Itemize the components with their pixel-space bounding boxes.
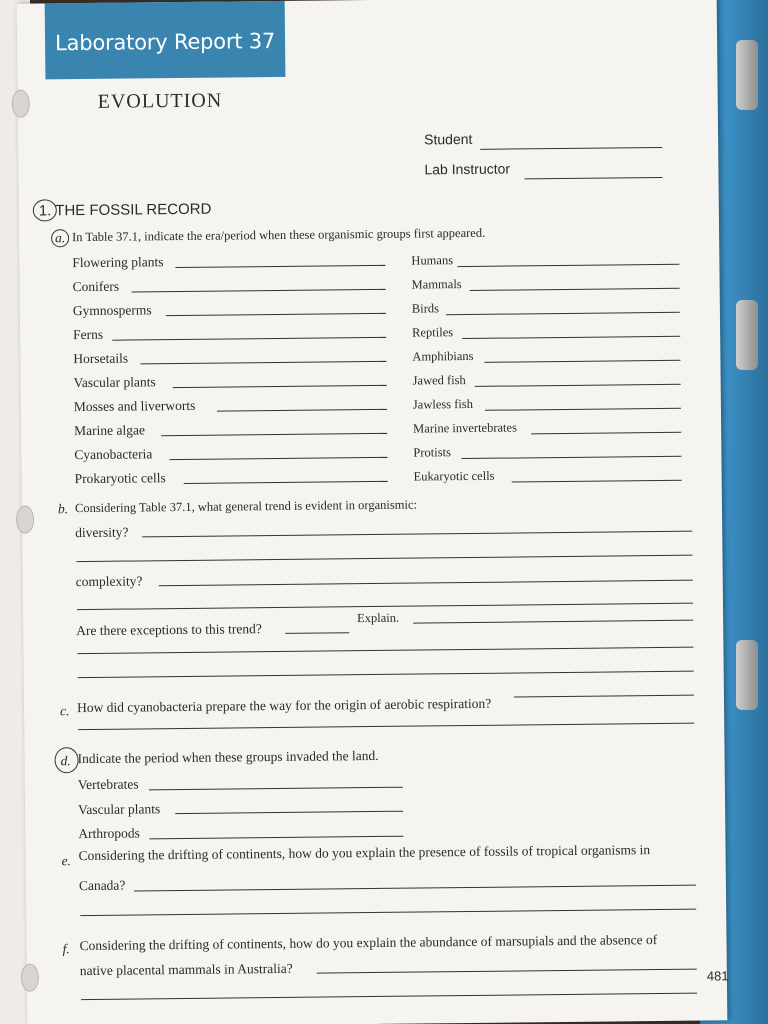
- organism-label: Jawed fish: [412, 373, 466, 388]
- organism-label: Mammals: [411, 277, 462, 292]
- answer-line[interactable]: [317, 969, 697, 974]
- answer-line[interactable]: [149, 836, 403, 840]
- organism-label: Birds: [411, 301, 440, 316]
- binder-ring: [736, 300, 758, 370]
- answer-line[interactable]: [112, 337, 386, 341]
- answer-line[interactable]: [161, 433, 387, 436]
- answer-line[interactable]: [175, 265, 385, 268]
- answer-line[interactable]: [169, 457, 387, 460]
- group-label: Vertebrates: [77, 776, 139, 793]
- question-text: In Table 37.1, indicate the era/period when these organismic groups first appeared.: [72, 225, 486, 245]
- organism-label: Marine invertebrates: [413, 420, 517, 436]
- punch-hole: [16, 506, 34, 534]
- organism-label: Prokaryotic cells: [74, 470, 166, 487]
- answer-line[interactable]: [77, 647, 693, 654]
- diversity-label: diversity?: [75, 524, 129, 541]
- organism-label: Flowering plants: [72, 254, 164, 271]
- question-letter: e.: [61, 853, 72, 869]
- complexity-label: complexity?: [75, 573, 143, 590]
- exceptions-label: Are there exceptions to this trend?: [76, 621, 262, 639]
- answer-line[interactable]: [80, 909, 696, 916]
- instructor-line[interactable]: [525, 177, 663, 179]
- answer-line[interactable]: [76, 555, 692, 562]
- answer-line[interactable]: [514, 695, 694, 698]
- question-letter: d.: [60, 753, 71, 769]
- organism-label: Horsetails: [73, 350, 129, 367]
- question-letter: b.: [57, 501, 69, 517]
- answer-line[interactable]: [149, 787, 403, 791]
- organism-label: Eukaryotic cells: [413, 468, 495, 484]
- organism-label: Conifers: [72, 278, 120, 295]
- answer-line[interactable]: [484, 360, 680, 363]
- answer-line[interactable]: [159, 580, 693, 587]
- answer-line[interactable]: [142, 531, 692, 538]
- organism-label: Humans: [411, 253, 454, 268]
- question-text: Considering the drifting of continents, how do you explain the presence of fossils of tropical organisms in: [78, 842, 651, 864]
- binder-ring: [736, 40, 758, 110]
- answer-line[interactable]: [184, 481, 388, 484]
- answer-line[interactable]: [531, 432, 681, 435]
- answer-line[interactable]: [470, 288, 680, 291]
- answer-line[interactable]: [285, 632, 349, 634]
- organism-label: Ferns: [73, 326, 104, 343]
- answer-line[interactable]: [175, 811, 403, 814]
- group-label: Vascular plants: [78, 801, 161, 818]
- answer-line[interactable]: [173, 385, 387, 388]
- answer-line[interactable]: [217, 409, 387, 412]
- organism-label: Jawless fish: [412, 396, 474, 412]
- organism-label: Mosses and liverworts: [73, 397, 196, 415]
- organism-label: Vascular plants: [73, 374, 156, 391]
- answer-line[interactable]: [78, 723, 694, 730]
- question-letter: f.: [62, 941, 70, 957]
- answer-line[interactable]: [461, 456, 681, 459]
- question-text: Considering the drifting of continents, how do you explain the abundance of marsupials and the absence of: [79, 932, 658, 954]
- question-letter: a.: [55, 230, 66, 246]
- answer-line[interactable]: [140, 361, 386, 365]
- section-heading: 1. THE FOSSIL RECORD: [38, 200, 212, 220]
- worksheet-page: [17, 0, 728, 1024]
- answer-line[interactable]: [475, 384, 681, 387]
- report-title: Laboratory Report 37: [54, 28, 276, 56]
- answer-line[interactable]: [81, 993, 697, 1000]
- answer-line[interactable]: [512, 480, 682, 483]
- answer-line[interactable]: [462, 336, 680, 339]
- group-label: Arthropods: [78, 825, 140, 842]
- explain-label: Explain.: [357, 610, 400, 626]
- organism-label: Gymnosperms: [72, 302, 152, 319]
- organism-label: Amphibians: [412, 348, 474, 364]
- organism-label: Reptiles: [412, 325, 454, 340]
- question-text-cont: Canada?: [78, 877, 126, 894]
- answer-line[interactable]: [78, 671, 694, 678]
- question-text: Considering Table 37.1, what general trend is evident in organismic:: [74, 497, 417, 516]
- punch-hole: [21, 964, 39, 992]
- answer-line[interactable]: [446, 312, 680, 315]
- question-text-cont: native placental mammals in Australia?: [79, 960, 293, 979]
- binder-ring: [736, 640, 758, 710]
- page-number: 481: [706, 968, 729, 984]
- answer-line[interactable]: [485, 408, 681, 411]
- answer-line[interactable]: [457, 264, 679, 267]
- section-title: EVOLUTION: [97, 89, 223, 113]
- answer-line[interactable]: [413, 620, 693, 624]
- question-text: Indicate the period when these groups invaded the land.: [77, 747, 379, 767]
- question-letter: c.: [59, 703, 70, 719]
- organism-label: Marine algae: [74, 422, 146, 439]
- student-label: Student: [424, 130, 473, 148]
- answer-line[interactable]: [132, 289, 386, 293]
- question-text: How did cyanobacteria prepare the way for the origin of aerobic respiration?: [76, 695, 492, 716]
- organism-label: Cyanobacteria: [74, 446, 153, 463]
- student-line[interactable]: [480, 147, 662, 150]
- instructor-label: Lab Instructor: [424, 160, 511, 178]
- answer-line[interactable]: [166, 313, 386, 316]
- answer-line[interactable]: [134, 885, 696, 892]
- organism-label: Protists: [413, 445, 451, 460]
- answer-line[interactable]: [77, 603, 693, 610]
- punch-hole: [12, 90, 30, 118]
